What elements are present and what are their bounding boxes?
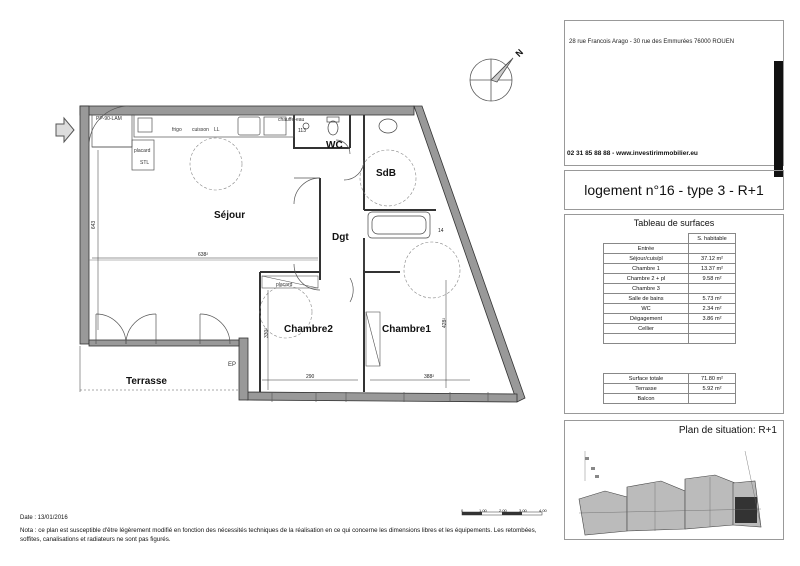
label-frigo: frigo [172, 127, 182, 133]
kitchen-counter [92, 115, 294, 170]
total-name: Surface totale [604, 374, 689, 384]
table-row [604, 374, 736, 384]
dim-638: 638² [198, 252, 209, 258]
scale-label: 2.00 [499, 508, 507, 513]
table-header-row [604, 234, 736, 244]
row-name: Dégagement [604, 314, 689, 324]
total-value: 71.80 m² [689, 374, 736, 384]
bathroom-fixtures [303, 117, 430, 238]
scale-label: 4.00 [539, 508, 547, 513]
table-row [604, 254, 736, 264]
total-name: Balcon [604, 394, 689, 404]
dim-388: 388² [424, 374, 435, 380]
room-terrasse: Terrasse [126, 376, 167, 387]
room-dgt: Dgt [332, 232, 349, 243]
table-row [604, 334, 736, 344]
surface-table-box [564, 214, 784, 414]
scale-label: 1.00 [479, 508, 487, 513]
label-stl: STL [140, 160, 150, 166]
compass-icon [470, 58, 513, 101]
header-cartouche [564, 20, 784, 166]
row-name: Entrée [604, 244, 689, 254]
label-ep: EP [228, 362, 237, 368]
room-sejour: Séjour [214, 210, 246, 221]
entrance-arrow [56, 118, 74, 142]
row-value [689, 334, 736, 344]
doors [89, 106, 364, 344]
disclaimer-note: Nota : ce plan est susceptible d'être légèrement modifié en fonction des nécessités techniques de la réalisation en ce qui concerne les dimensions libres et les équipements. Les retombées, soffites, canalisations et radiateurs ne sont pas figurés. [20, 527, 537, 543]
dimension-lines [92, 150, 470, 390]
contact-text: 02 31 85 88 88 - www.investirimmobilier.eu [567, 150, 698, 157]
dim-14: 14 [438, 228, 444, 234]
dim-113: 113 [298, 128, 306, 134]
total-value: 5.92 m² [689, 384, 736, 394]
table-header-habitable: S. habitable [689, 234, 736, 244]
table-row [604, 324, 736, 334]
row-name: Salle de bains [604, 294, 689, 304]
lot-title: logement n°16 - type 3 - R+1 [584, 182, 764, 198]
room-sdb: SdB [376, 168, 396, 179]
label-placard-chambre2: placard [276, 282, 293, 288]
table-row [604, 244, 736, 254]
row-name: Chambre 3 [604, 284, 689, 294]
date-text: Date : 13/01/2016 [20, 515, 68, 521]
dim-290: 290 [306, 374, 315, 380]
brand-bar [774, 61, 783, 177]
row-name: Séjour/cuis/pl [604, 254, 689, 264]
dim-428: 428² [442, 317, 449, 329]
label-placard: placard [134, 148, 151, 154]
table-row [604, 384, 736, 394]
scale-label: 0 [461, 508, 464, 513]
row-value: 13.37 m² [689, 264, 736, 274]
row-value [689, 244, 736, 254]
row-value: 2.34 m² [689, 304, 736, 314]
dim-330: 330² [264, 327, 271, 339]
row-value [689, 324, 736, 334]
table-row [604, 294, 736, 304]
scale-label: 3.00 [519, 508, 527, 513]
label-cuisson: cuisson [192, 127, 209, 133]
table-row [604, 274, 736, 284]
situation-plan-map [565, 421, 783, 539]
row-value [689, 284, 736, 294]
address-text: 28 rue Francois Arago - 30 rue des Emmurées 76000 ROUEN [569, 39, 735, 45]
table-row [604, 394, 736, 404]
row-value: 37.12 m² [689, 254, 736, 264]
total-value [689, 394, 736, 404]
surface-totals-table [603, 373, 736, 404]
inner-walls [89, 115, 436, 392]
storage-chambre1 [262, 276, 380, 366]
surface-table [603, 233, 736, 344]
row-value: 9.58 m² [689, 274, 736, 284]
table-row [604, 264, 736, 274]
row-name: Cellier [604, 324, 689, 334]
room-wc: WC [326, 140, 343, 151]
label-ll: LL [214, 127, 220, 133]
label-chauffe-eau: chauffe-eau [278, 117, 305, 123]
room-chambre2: Chambre2 [284, 324, 333, 335]
table-row [604, 314, 736, 324]
table-row [604, 304, 736, 314]
room-chambre1: Chambre1 [382, 324, 431, 335]
total-name: Terrasse [604, 384, 689, 394]
label-pp: PP-90-LAM [96, 116, 122, 122]
situation-plan-title: Plan de situation: R+1 [678, 425, 777, 436]
row-value: 5.73 m² [689, 294, 736, 304]
title-box [564, 170, 784, 210]
table-row [604, 284, 736, 294]
row-name: Chambre 2 + pl [604, 274, 689, 284]
dim-643: 643 [91, 220, 98, 230]
surface-table-title: Tableau de surfaces [633, 218, 715, 228]
situation-plan-box [564, 420, 784, 540]
row-name: Chambre 1 [604, 264, 689, 274]
table-header-blank [604, 234, 689, 244]
row-name: WC [604, 304, 689, 314]
row-name [604, 334, 689, 344]
compass-north-label: N [513, 47, 526, 59]
row-value: 3.86 m² [689, 314, 736, 324]
